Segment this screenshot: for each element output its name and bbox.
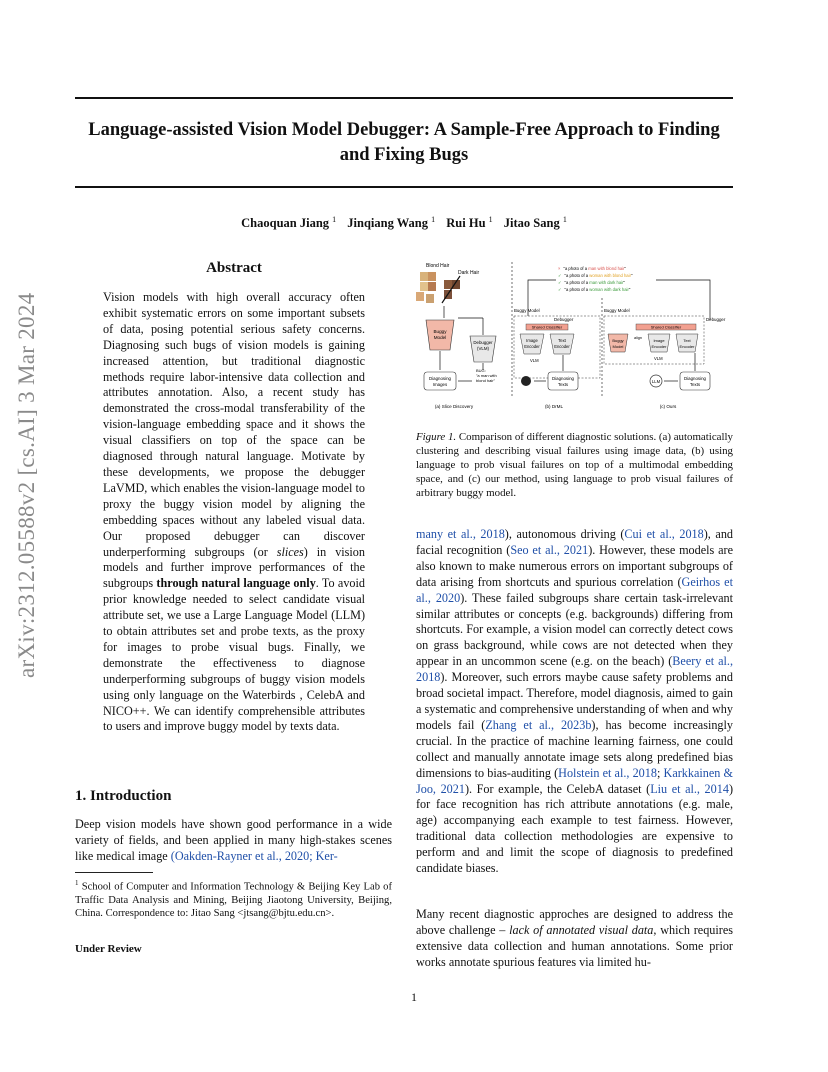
svg-text:align: align [634,336,643,340]
buggy-model-block [608,334,628,352]
diagnosing-texts-box [548,372,578,390]
author: Chaoquan Jiang $^1$ [241,215,337,231]
svg-text:Debugger: Debugger [473,340,493,345]
svg-text:Shared Classifier: Shared Classifier [531,324,563,330]
citation-link[interactable]: many et al., 2018 [416,527,505,541]
svg-text:Text: Text [683,338,691,343]
svg-text:Diagnosing: Diagnosing [429,376,451,381]
intro-paragraph-continued: many et al., 2018), autonomous driving (Cui et al., 2018), and facial recognition (Seo et al., 2021). However, these models are also known to make numerous errors on important subgroups of data arising from shortcuts and spurious correlation (Geirhos et al., 2020). These failed subgroups share certain task-irrelevant similar attributes or concepts (e.g. backgrounds) differing from shortcuts. For example, a vision model can correctly detect cows on grass background, while cows are not detected when they appear in an uncommon scene (e.g. on the beach) (Beery et al., 2018). Moreover, such errors maybe cause safety problems and broad societal impact. Therefore, model diagnosis, aimed to gain a systematic and comprehensive understanding of when and why models fail (Zhang et al., 2023b), has become increasingly crucial. In the practice of machine learning fairness, one could collect and manually annotate image sets along predefined bias dimensions to bias-auditing (Holstein et al., 2018; Karkkainen & Joo, 2021). For example, the CelebA dataset (Liu et al., 2014) for face recognition has rich attribute annotations (e.g. male, age) accompanying each example to test fairness. However, traditional data collection methodologies are expensive to perform and and limit the scope of diagnosis to predefined candidate biases. [416,527,734,876]
paper-title [75,118,733,168]
svg-text:Image: Image [526,338,538,343]
title-line-1: Language-assisted Vision Model Debugger: A Sample-Free Approach to Finding [88,120,720,140]
svg-text:blond hair": blond hair" [476,378,495,383]
face-thumbnail [416,292,424,301]
blond-hair-label: Blond Hair [426,263,450,269]
citation-link[interactable]: Zhang et al., 2023b [485,717,592,732]
svg-text:Buggy: Buggy [433,329,447,334]
svg-text:✓"a photo of a man with dark h: ✓ "a photo of a man with dark hair" [558,280,626,285]
affiliation-mark: 1 [431,215,436,224]
section-heading-introduction: 1. Introduction [75,788,172,804]
probe-text-list [558,266,633,292]
citation-link[interactable]: Holstein et al., 2018 [558,765,657,780]
user-icon [521,376,531,386]
citation-link[interactable]: Cui et al., 2018 [624,527,704,541]
title-line-2: and Fixing Bugs [339,145,469,165]
svg-text:LLM: LLM [651,379,661,384]
svg-text:Model: Model [433,335,447,340]
face-thumbnail [426,294,434,303]
figure-caption: Figure 1. Comparison of different diagnostic solutions. (a) automatically clustering and describing visual failures using image data, (b) using language to prob visual failures on top of a multimodal embedding space, and (c) our method, using language to prob visual failures of arbitrary buggy model. [416,431,733,499]
svg-text:✓"a photo of a woman with dark: ✓ "a photo of a woman with dark hair" [558,287,631,292]
citation-link[interactable]: Liu et al., 2014 [650,781,729,796]
intro-paragraph: Deep vision models have shown good performance in a wide variety of fields, and been applied in many high-stakes scenes like medical image (Oakden-Rayner et al., 2020; Ker- [75,817,392,863]
face-thumbnail [420,282,428,291]
svg-text:Debugger: Debugger [706,317,726,322]
svg-text:Model: Model [612,344,624,349]
diagnosing-texts-box [680,372,710,390]
svg-text:Encoder: Encoder [524,344,540,349]
footnote-rule [75,872,153,873]
citation-link[interactable]: Geirhos et al., 2020 [416,574,733,605]
svg-text:Image: Image [653,338,665,343]
svg-text:VLM: VLM [654,356,663,361]
citation-link[interactable]: Beery et al., 2018 [416,654,733,685]
panel-a-label: (a) Slice Discovery [434,404,474,409]
svg-text:Texts: Texts [557,382,569,387]
affiliation-mark: 1 [332,215,337,224]
face-thumbnail [444,280,452,289]
arxiv-watermark: arXiv:2312.05588v2 [cs.AI] 3 Mar 2024 [14,292,39,678]
svg-text:Texts: Texts [689,382,701,387]
top-rule [75,97,733,99]
svg-text:VLM: VLM [530,358,539,363]
svg-text:Shared Classifier: Shared Classifier [650,324,682,330]
svg-text:✓"a photo of a woman with blon: ✓ "a photo of a woman with blond hair" [558,273,633,278]
svg-text:Encoder: Encoder [651,344,667,349]
image-encoder-block [648,334,670,352]
face-thumbnail [420,272,428,281]
svg-text:Buggy Model: Buggy Model [604,308,630,313]
svg-text:Text: Text [558,338,566,343]
svg-text:Images: Images [432,382,448,387]
page-number: 1 [411,990,417,1004]
citation-link[interactable]: (Oakden-Rayner et al., 2020; Ker- [170,849,338,863]
svg-text:(VLM): (VLM) [477,346,489,351]
svg-text:Encoder: Encoder [679,344,695,349]
under-review-label: Under Review [75,943,142,955]
svg-text:Diagnosing: Diagnosing [684,376,706,381]
footnote: $^1$ School of Computer and Information Technology & Beijing Key Lab of Traffic Data Analysis and Mining, Beijing Jiaotong University, Beijing, China. Correspondence to: Jitao Sang <jtsang@bjtu.edu.cn>. [75,879,393,920]
panel-b-label: (b) DrML [544,404,564,409]
author: Rui Hu $^1$ [446,215,493,231]
face-thumbnail [428,272,436,281]
svg-text:Encoder: Encoder [554,344,570,349]
svg-text:Debugger: Debugger [554,317,574,322]
affiliation-mark: 1 [562,215,567,224]
affiliation-mark: 1 [488,215,493,224]
svg-text:"a man with: "a man with [476,373,497,378]
panel-c-label: (c) Ours [659,404,677,409]
svg-text:Buggy Model: Buggy Model [514,308,540,313]
text-encoder-block [676,334,698,352]
figure-1-diagram [414,258,734,418]
svg-text:Buggy: Buggy [612,338,624,343]
svg-text:BUG:: BUG: [476,368,486,373]
bottom-rule [75,186,733,188]
svg-text:Diagnosing: Diagnosing [552,376,574,381]
diagnosing-images-box [424,372,456,390]
abstract-text: Vision models with high overall accuracy often exhibit systematic errors on some important subsets of data, posing potential serious safety concerns. Diagnosing such bugs of vision models is gaining increased attention, but traditional diagnostic methods require labor-intensive data collection and attributes annotation. Also, a recent study has demonstrated the cross-modal transferability of the vision-language embedding space and it shows the visual classifiers on top of the space can be diagnosed through natural language. Motivate by these developments, we propose the debugger LaVMD, which enables the vision-language model to proxy the buggy vision model by aligning the embedding spaces without any labeled visual data. Our proposed debugger can discover underperforming subgroups (or slices) in vision models and further improve performances of the subgroups through natural language only. To avoid prior knowledge needed to select candidate visual attribute set, we use a Large Language Model (LLM) to obtain attributes set and probe texts, as the proxy for images to probe visual bugs. Finally, we demonstrate the effectiveness to diagnose underperforming subgroups of buggy vision models using only language on the Waterbirds , CelebA and NICO++. We can identify comprehensible attributes to users and improve buggy model by texts data. [103,290,366,734]
face-thumbnail [428,282,436,291]
author-list [75,215,733,231]
author: Jitao Sang $^1$ [503,215,567,231]
intro-paragraph-2: Many recent diagnostic approches are designed to address the above challenge – lack of annotated visual data, which requires extensive data collection and human annotations. Some prior works annotate spurious features via limited hu- [416,907,733,969]
author: Jinqiang Wang $^1$ [347,215,436,231]
citation-link[interactable]: Seo et al., 2021 [510,542,589,557]
dark-hair-label: Dark Hair [458,270,480,276]
abstract-heading: Abstract [206,260,262,276]
citation-link[interactable]: Karkkainen & Joo, 2021 [416,765,733,796]
svg-text:×"a photo of a man with blond: × "a photo of a man with blond hair" [558,266,627,271]
